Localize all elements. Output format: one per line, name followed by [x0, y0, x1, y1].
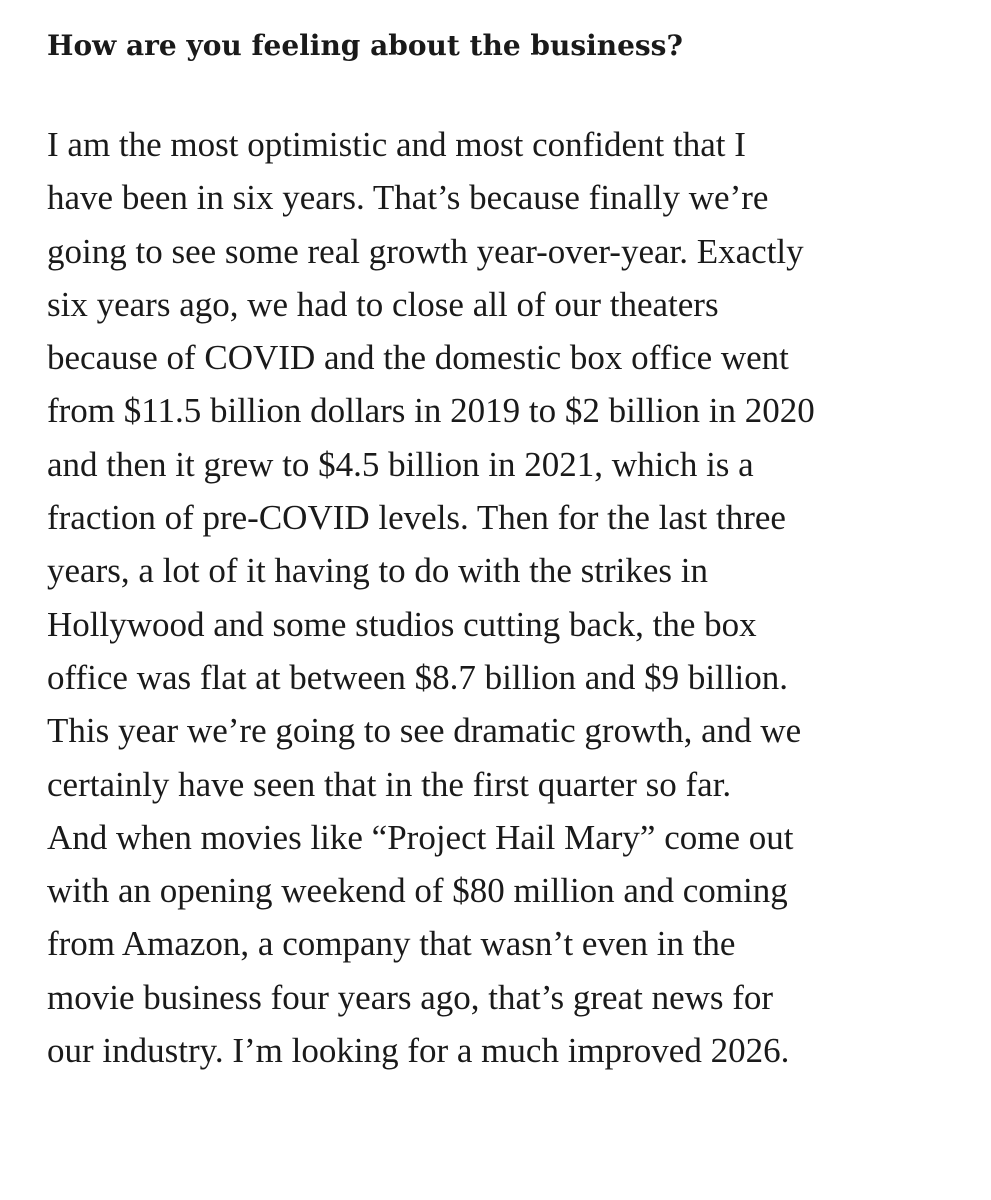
- answer-line: and then it grew to $4.5 billion in 2021, which is a: [47, 444, 754, 484]
- answer-line: office was flat at between $8.7 billion and $9 billion.: [47, 657, 788, 697]
- answer-line: our industry. I’m looking for a much improved 2026.: [47, 1031, 790, 1071]
- answer-line: Hollywood and some studios cutting back, the box: [47, 604, 757, 644]
- answer-line: from $11.5 billion dollars in 2019 to $2 billion in 2020: [47, 391, 815, 431]
- answer-line: from Amazon, a company that wasn’t even in the: [47, 924, 736, 964]
- answer-line: fraction of pre-COVID levels. Then for the last three: [47, 498, 786, 538]
- answer-line: movie business four years ago, that’s great news for: [47, 977, 774, 1017]
- answer-line: six years ago, we had to close all of our theaters: [47, 284, 719, 324]
- answer-line: years, a lot of it having to do with the strikes in: [47, 551, 709, 591]
- answer-line: going to see some real growth year-over-year. Exactly: [47, 231, 804, 271]
- interview-answer: [47, 118, 977, 1077]
- answer-line: with an opening weekend of $80 million and coming: [47, 871, 788, 911]
- answer-line: because of COVID and the domestic box office went: [47, 338, 789, 378]
- answer-line: This year we’re going to see dramatic growth, and we: [47, 711, 802, 751]
- answer-line: have been in six years. That’s because finally we’re: [47, 178, 769, 218]
- interview-question: How are you feeling about the business?: [47, 29, 683, 62]
- answer-line: And when movies like “Project Hail Mary” come out: [47, 817, 794, 857]
- answer-line: I am the most optimistic and most confident that I: [47, 125, 746, 164]
- answer-line: certainly have seen that in the first quarter so far.: [47, 764, 732, 804]
